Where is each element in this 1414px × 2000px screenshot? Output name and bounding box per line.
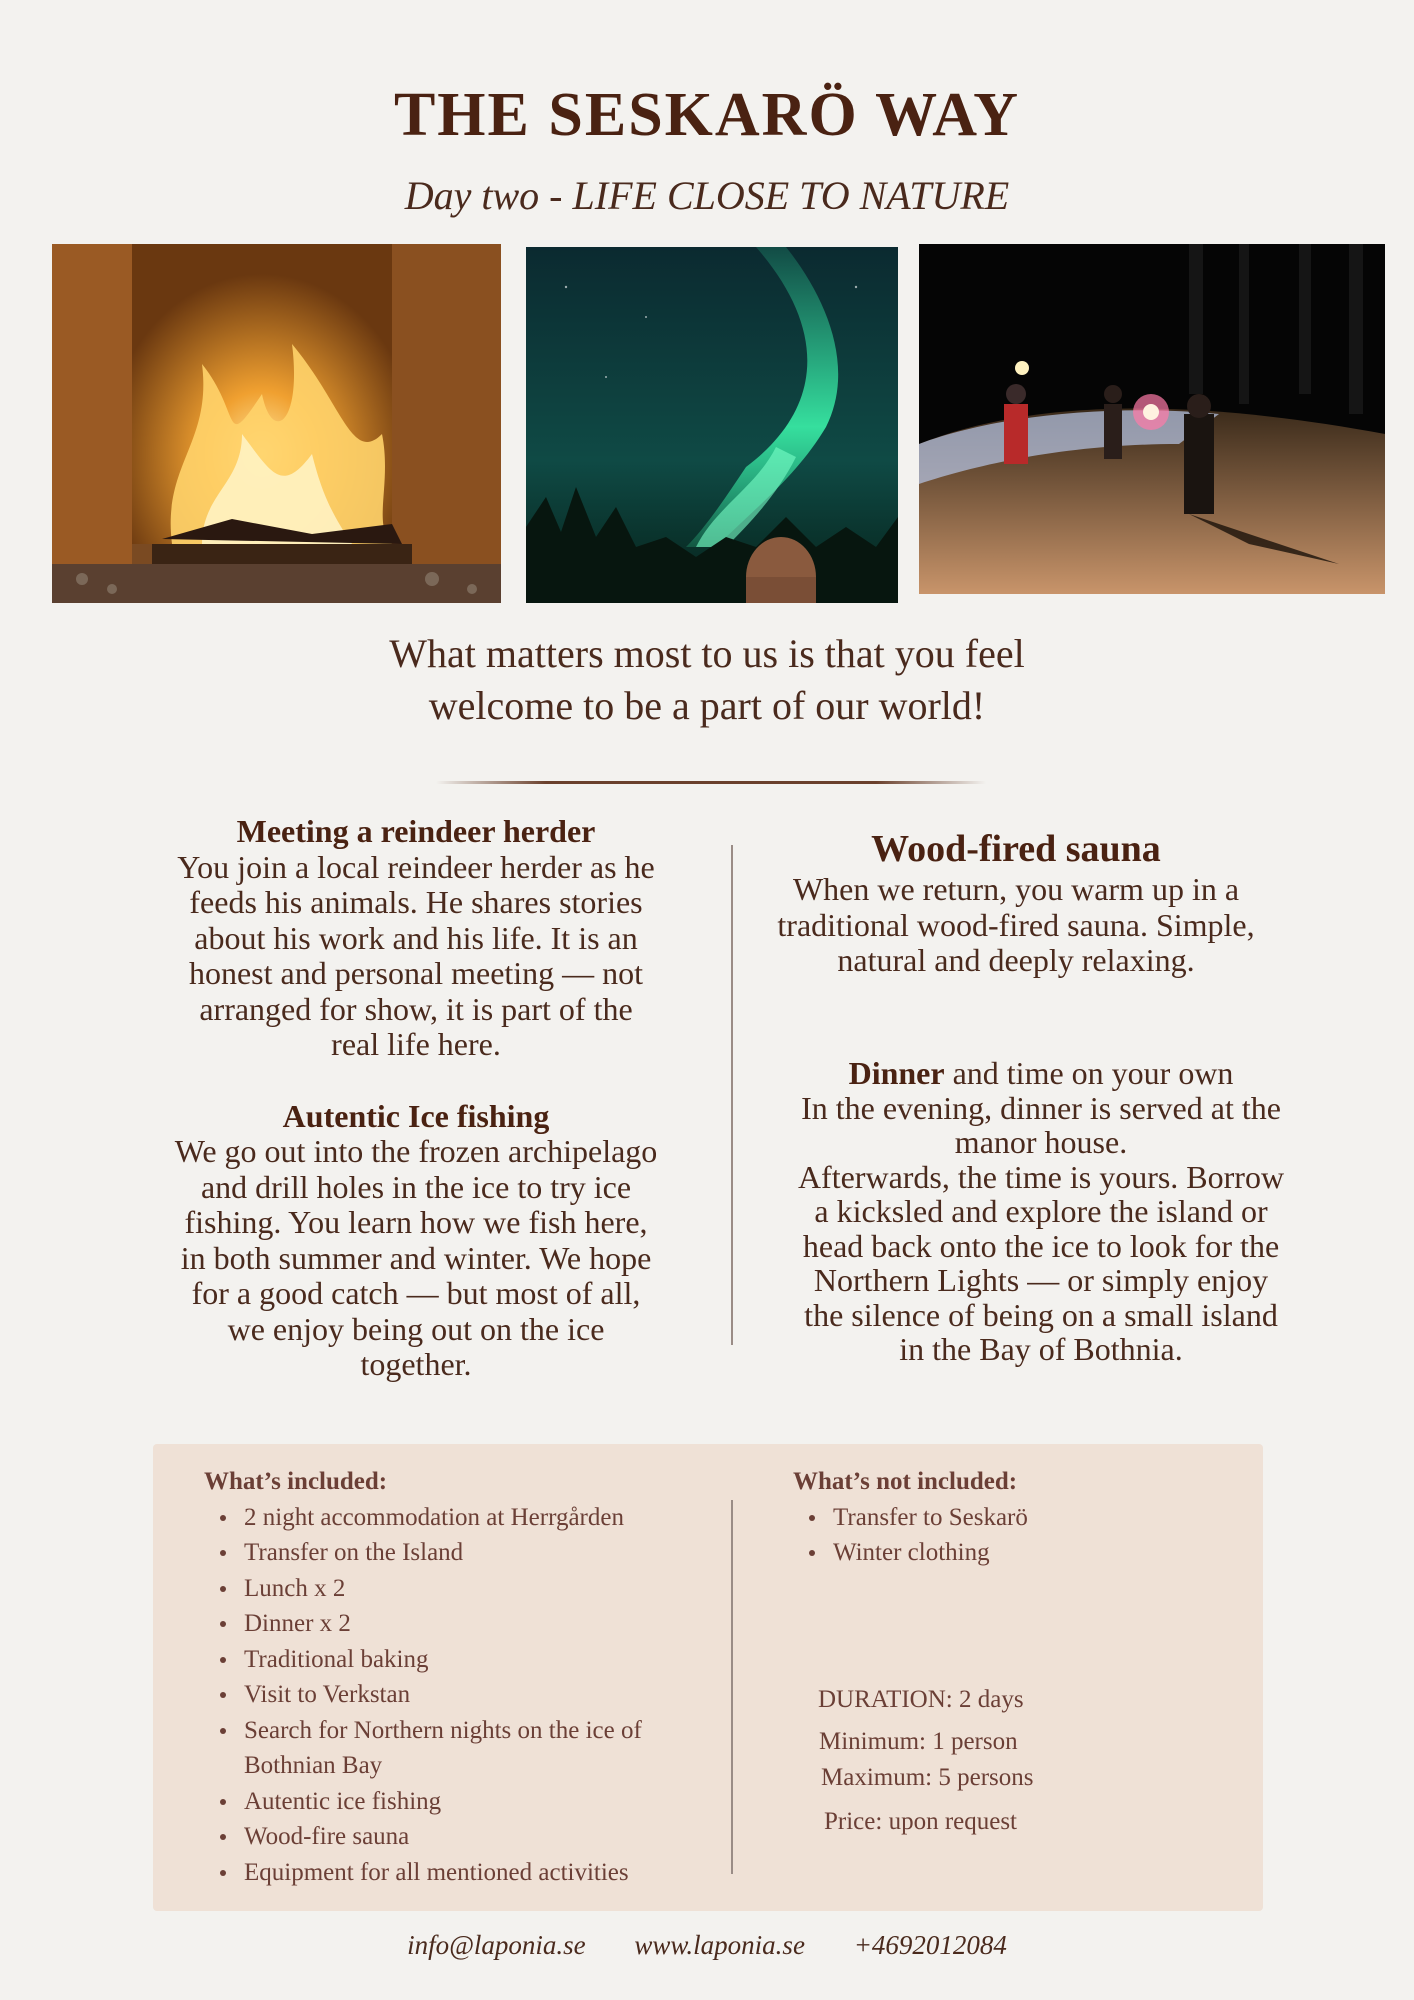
- text-line: the silence of being on a small island: [804, 1296, 1278, 1333]
- column-separator: [731, 845, 733, 1345]
- contact-footer: [0, 1930, 1414, 1961]
- not-included-heading: What’s not included:: [793, 1468, 1018, 1495]
- not-included-list: [793, 1464, 1213, 1571]
- text-line: honest and personal meeting — not: [188, 955, 644, 991]
- aurora-photo: [526, 247, 898, 603]
- text-line: about his work and his life. It is an: [194, 919, 638, 956]
- welcome-quote: [257, 628, 1157, 732]
- list-item: Traditional baking: [244, 1642, 724, 1678]
- sauna-text: [750, 872, 1282, 979]
- text-line: manor house.: [954, 1124, 1128, 1160]
- list-item: Lunch x 2: [244, 1571, 724, 1607]
- dinner-heading: [750, 1056, 1332, 1091]
- text-line: for a good catch — but most of all,: [191, 1275, 641, 1311]
- text-line: and drill holes in the ice to try ice: [200, 1168, 632, 1205]
- text-line: arranged for show, it is part of the: [199, 990, 633, 1027]
- quote-line-1: What matters most to us is that you feel: [389, 631, 1025, 676]
- left-column: [130, 814, 702, 1383]
- text-line: in the Bay of Bothnia.: [899, 1331, 1183, 1367]
- right-column-dinner: [750, 1056, 1332, 1367]
- maximum-text: Maximum: 5 persons: [821, 1764, 1034, 1791]
- text-line: a kicksled and explore the island or: [814, 1193, 1268, 1229]
- text-line: we enjoy being out on the ice: [227, 1310, 605, 1347]
- right-column: [750, 826, 1282, 979]
- text-line: You join a local reindeer herder as he: [177, 848, 655, 885]
- list-item: Visit to Verkstan: [244, 1677, 724, 1713]
- list-item: Winter clothing: [833, 1535, 1213, 1571]
- text-line: Northern Lights — or simply enjoy: [813, 1262, 1269, 1298]
- text-line: together.: [360, 1346, 472, 1382]
- quote-line-2: welcome to be a part of our world!: [428, 683, 986, 728]
- page-title: THE SESKARÖ WAY: [393, 81, 1021, 149]
- text-line: head back onto the ice to look for the: [802, 1227, 1280, 1264]
- email-link[interactable]: info@laponia.se: [407, 1930, 586, 1960]
- text-line: traditional wood-fired sauna. Simple,: [777, 906, 1255, 943]
- dinner-heading-rest: and time on your own: [944, 1055, 1234, 1091]
- section-divider: [436, 781, 986, 784]
- page-subtitle: Day two - LIFE CLOSE TO NATURE: [404, 173, 1010, 218]
- text-line: We go out into the frozen archipelago: [174, 1133, 658, 1169]
- text-line: real life here.: [331, 1026, 501, 1062]
- text-line: natural and deeply relaxing.: [837, 942, 1195, 978]
- reindeer-heading: Meeting a reindeer herder: [236, 813, 596, 849]
- ice-fishing-heading: Autentic Ice fishing: [282, 1097, 550, 1134]
- list-item: Transfer on the Island: [244, 1535, 724, 1571]
- text-line: fishing. You learn how we fish here,: [184, 1204, 648, 1240]
- phone-number[interactable]: +4692012084: [853, 1930, 1007, 1960]
- text-line: When we return, you warm up in a: [792, 871, 1240, 907]
- list-item: Dinner x 2: [244, 1606, 724, 1642]
- duration-text: DURATION: 2 days: [818, 1686, 1024, 1713]
- minimum-text: Minimum: 1 person: [819, 1728, 1018, 1755]
- dinner-text: [750, 1091, 1332, 1367]
- included-heading: What’s included:: [204, 1468, 388, 1495]
- list-item: Search for Northern nights on the ice of Bothnian Bay: [244, 1713, 724, 1784]
- dinner-heading-bold: Dinner: [848, 1055, 945, 1091]
- torch-walk-photo: [919, 244, 1385, 594]
- panel-separator: [731, 1500, 733, 1874]
- included-list: [204, 1464, 724, 1890]
- text-line: in both summer and winter. We hope: [180, 1239, 652, 1276]
- sauna-heading: Wood-fired sauna: [871, 828, 1161, 870]
- website-link[interactable]: www.laponia.se: [634, 1930, 805, 1960]
- list-item: Wood-fire sauna: [244, 1819, 724, 1855]
- list-item: Transfer to Seskarö: [833, 1500, 1213, 1536]
- ice-fishing-text: [130, 1134, 702, 1383]
- list-item: Equipment for all mentioned activities: [244, 1855, 724, 1891]
- text-line: feeds his animals. He shares stories: [189, 884, 643, 920]
- price-text: Price: upon request: [824, 1808, 1018, 1835]
- text-line: In the evening, dinner is served at the: [801, 1089, 1281, 1126]
- text-line: Afterwards, the time is yours. Borrow: [797, 1158, 1285, 1195]
- reindeer-text: [130, 850, 702, 1063]
- list-item: 2 night accommodation at Herrgården: [244, 1500, 724, 1536]
- fireplace-photo: [52, 244, 501, 603]
- list-item: Autentic ice fishing: [244, 1784, 724, 1820]
